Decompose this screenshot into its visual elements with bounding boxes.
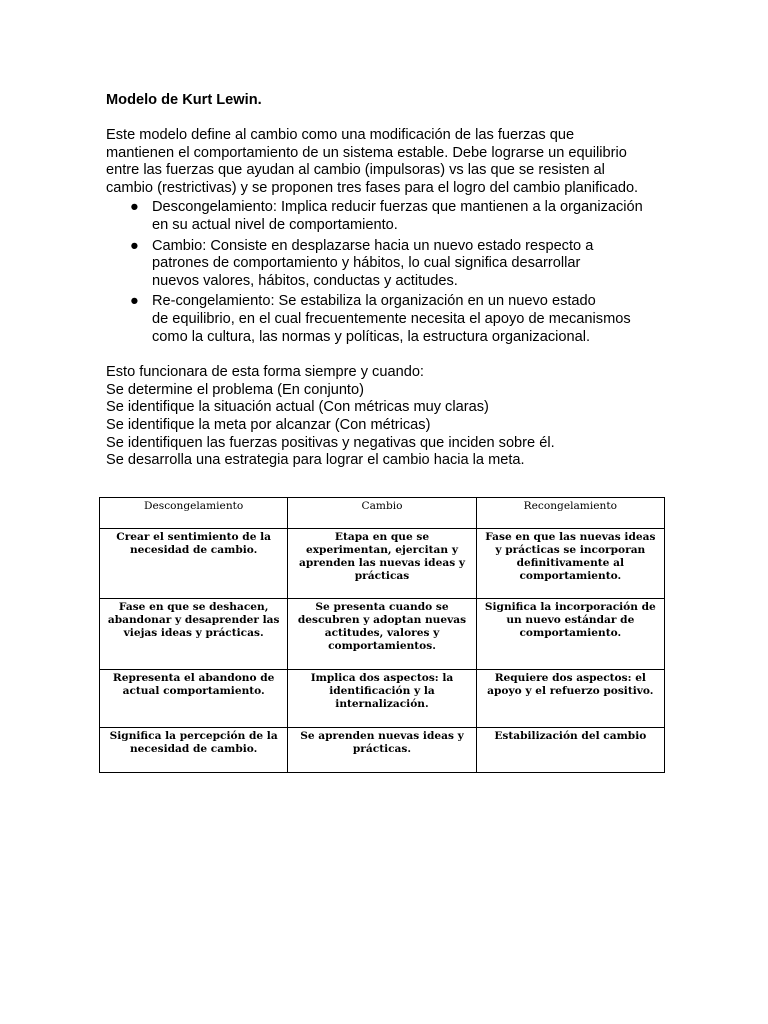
condition-line: Se desarrolla una estrategia para lograr el cambio hacia la meta.: [106, 452, 525, 469]
bullet-icon: ●: [130, 199, 139, 216]
phase-line: en su actual nivel de comportamiento.: [152, 216, 398, 233]
table-cell: Se aprenden nuevas ideas y prácticas.: [288, 728, 476, 773]
condition-line: Se identifique la situación actual (Con métricas muy claras): [106, 399, 489, 416]
document-title: Modelo de Kurt Lewin.: [106, 92, 262, 108]
table-cell: Se presenta cuando se descubren y adoptan nuevas actitudes, valores y comportamientos.: [288, 599, 476, 670]
condition-line: Esto funcionara de esta forma siempre y cuando:: [106, 364, 424, 381]
phase-line: como la cultura, las normas y políticas, la estructura organizacional.: [152, 328, 591, 345]
header-cambio: Cambio: [288, 498, 476, 529]
bullet-icon: ●: [130, 293, 139, 310]
phase-item-descongelamiento: [106, 199, 666, 234]
phase-line: Re-congelamiento: Se estabiliza la organización en un nuevo estado: [152, 293, 596, 310]
intro-line: cambio (restrictivas) y se proponen tres fases para el logro del cambio planificado.: [106, 179, 639, 196]
table-cell: Fase en que se deshacen, abandonar y desaprender las viejas ideas y prácticas.: [100, 599, 288, 670]
table-cell: Implica dos aspectos: la identificación y la internalización.: [288, 670, 476, 728]
header-descongelamiento: Descongelamiento: [100, 498, 288, 529]
table-cell: Fase en que las nuevas ideas y prácticas se incorporan definitivamente al comportamiento.: [476, 529, 664, 599]
phases-list: [106, 199, 666, 346]
table-cell: Estabilización del cambio: [476, 728, 664, 773]
conditions-block: [106, 364, 666, 470]
phase-item-cambio: [106, 238, 666, 291]
phase-item-recongelamiento: [106, 293, 666, 346]
header-recongelamiento: Recongelamiento: [476, 498, 664, 529]
table-cell: Requiere dos aspectos: el apoyo y el refuerzo positivo.: [476, 670, 664, 728]
condition-line: Se determine el problema (En conjunto): [106, 381, 364, 398]
lewin-phases-table: [99, 497, 665, 773]
phase-line: nuevos valores, hábitos, conductas y actitudes.: [152, 272, 458, 289]
phase-line: de equilibrio, en el cual frecuentemente necesita el apoyo de mecanismos: [152, 310, 631, 327]
intro-line: entre las fuerzas que ayudan al cambio (impulsoras) vs las que se resisten al: [106, 162, 605, 179]
table-cell: Significa la incorporación de un nuevo estándar de comportamiento.: [476, 599, 664, 670]
condition-line: Se identifique la meta por alcanzar (Con métricas): [106, 416, 431, 433]
table-cell: Significa la percepción de la necesidad de cambio.: [100, 728, 288, 773]
intro-line: Este modelo define al cambio como una modificación de las fuerzas que: [106, 127, 575, 143]
intro-line: mantienen el comportamiento de un sistema estable. Debe lograrse un equilibrio: [106, 144, 627, 161]
phase-line: Cambio: Consiste en desplazarse hacia un nuevo estado respecto a: [152, 237, 594, 254]
table-row: [100, 728, 665, 773]
table-header-row: [100, 498, 665, 529]
table-row: [100, 529, 665, 599]
table-cell: Representa el abandono de actual comportamiento.: [100, 670, 288, 728]
table-row: [100, 670, 665, 728]
phase-line: patrones de comportamiento y hábitos, lo cual significa desarrollar: [152, 255, 581, 272]
intro-paragraph: [106, 127, 666, 197]
table-row: [100, 599, 665, 670]
condition-line: Se identifiquen las fuerzas positivas y negativas que inciden sobre él.: [106, 434, 555, 451]
phase-line: Descongelamiento: Implica reducir fuerzas que mantienen a la organización: [152, 199, 643, 216]
table-cell: Etapa en que se experimentan, ejercitan y aprenden las nuevas ideas y prácticas: [288, 529, 476, 599]
document-body: [106, 90, 666, 470]
bullet-icon: ●: [130, 237, 139, 254]
table-cell: Crear el sentimiento de la necesidad de cambio.: [100, 529, 288, 599]
